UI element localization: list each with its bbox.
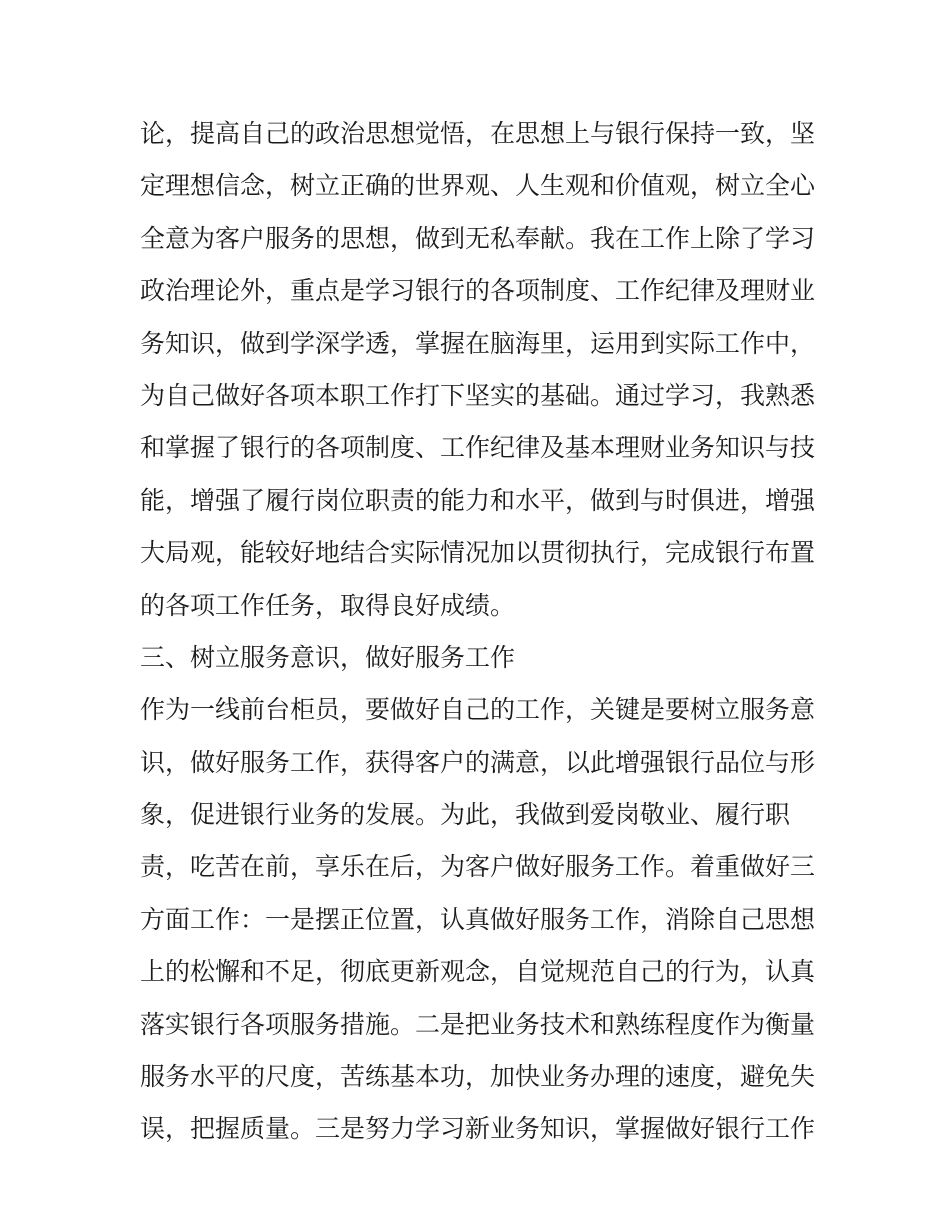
paragraph-line: 定理想信念，树立正确的世界观、人生观和价值观，树立全心 <box>140 171 816 201</box>
paragraph-line: 论，提高自己的政治思想觉悟，在思想上与银行保持一致，坚 <box>140 119 816 148</box>
paragraph-line: 的各项工作任务，取得良好成绩。 <box>140 590 516 620</box>
paragraph-line: 为自己做好各项本职工作打下坚实的基础。通过学习，我熟悉 <box>140 380 816 410</box>
paragraph-line: 和掌握了银行的各项制度、工作纪律及基本理财业务知识与技 <box>140 433 816 463</box>
paragraph-line: 上的松懈和不足，彻底更新观念，自觉规范自己的行为，认真 <box>140 957 816 987</box>
section-heading: 三、树立服务意识，做好服务工作 <box>140 642 516 672</box>
document-body <box>140 108 820 1156</box>
paragraph-line: 误，把握质量。三是努力学习新业务知识，掌握做好银行工作 <box>140 1114 816 1144</box>
paragraph-line: 识，做好服务工作，获得客户的满意，以此增强银行品位与形 <box>140 747 816 777</box>
paragraph-line: 务知识，做到学深学透，掌握在脑海里，运用到实际工作中， <box>140 328 816 358</box>
paragraph-line: 政治理论外，重点是学习银行的各项制度、工作纪律及理财业 <box>140 276 816 306</box>
paragraph-line: 象，促进银行业务的发展。为此，我做到爱岗敬业、履行职 <box>140 800 791 830</box>
paragraph-line: 服务水平的尺度，苦练基本功，加快业务办理的速度，避免失 <box>140 1062 816 1092</box>
paragraph-line: 全意为客户服务的思想，做到无私奉献。我在工作上除了学习 <box>140 223 816 253</box>
paragraph-line: 作为一线前台柜员，要做好自己的工作，关键是要树立服务意 <box>140 695 816 725</box>
paragraph-line: 能，增强了履行岗位职责的能力和水平，做到与时俱进，增强 <box>140 485 816 515</box>
paragraph-line: 责，吃苦在前，享乐在后，为客户做好服务工作。着重做好三 <box>140 852 816 882</box>
paragraph-line: 方面工作：一是摆正位置，认真做好服务工作，消除自己思想 <box>140 904 816 934</box>
paragraph-line: 落实银行各项服务措施。二是把业务技术和熟练程度作为衡量 <box>140 1009 816 1039</box>
paragraph-line: 大局观，能较好地结合实际情况加以贯彻执行，完成银行布置 <box>140 538 816 568</box>
